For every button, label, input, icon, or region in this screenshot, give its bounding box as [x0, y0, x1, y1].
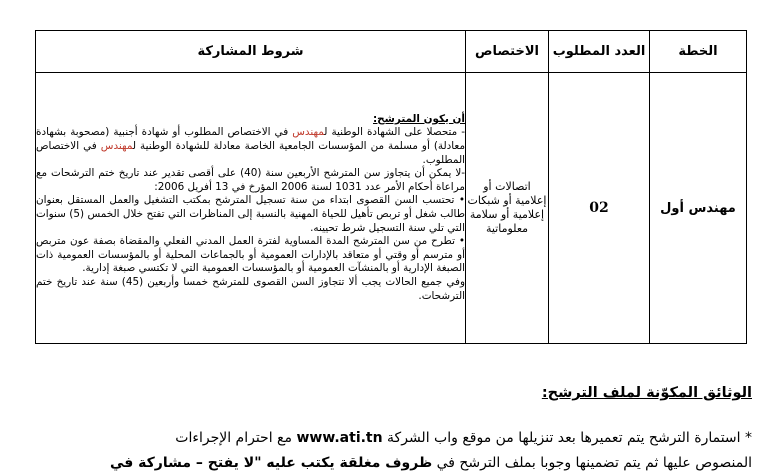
documents-title: الوثائق المكوّنة لملف الترشح: [541, 385, 752, 401]
condition-degree-accent: مهندس [292, 126, 325, 139]
conditions-title: أن يكون المترشح: [373, 112, 465, 125]
condition-degree-text-c: في الاختصاص المطلوب. [36, 140, 465, 166]
condition-degree [36, 126, 465, 167]
header-plan: الخطة [650, 31, 747, 73]
header-count: العدد المطلوب [549, 31, 650, 73]
cell-plan: مهندس أول [650, 73, 747, 344]
condition-degree-text-b: في الاختصاص المطلوب أو شهادة أجنبية (مصحوبة بشهادة معادلة) أو مسلمة من المؤسسات الجامعية الخاصة معادلة للشهادة الوطنية ل [36, 126, 466, 153]
cell-count: 02 [549, 73, 650, 344]
documents-line-1-end: مع احترام الإجراءات [175, 430, 292, 446]
header-specialty: الاختصاص [466, 31, 549, 73]
cell-conditions [36, 73, 466, 344]
condition-degree-accent-2: مهندس [100, 140, 133, 153]
condition-max-age: وفي جميع الحالات يجب ألا تتجاوز السن القصوى للمترشح خمسا وأربعين (45) سنة عند تاريخ ختم الترشحات. [36, 275, 465, 302]
condition-age-deduction: • تطرح من سن المترشح المدة المساوية لفترة العمل المدني الفعلي والمقضاة بصفة عون متربص أو مترسم أو وقتي أو متعاقد بالإدارات العمومية أو بالجماعات المحلية أو بالمؤسسات العمومية ذات الصبغة الإدارية أو بالمنشآت العمومية أو بالمؤسسات العمومية التي لا تكتسي صبغة إدارية. [36, 235, 465, 275]
condition-degree-text-a: - متحصلا على الشهادة الوطنية ل [324, 126, 465, 139]
documents-line-2 [110, 455, 752, 471]
documents-line-1 [175, 430, 752, 446]
table-header-row [36, 31, 747, 73]
condition-age-registration: • تحتسب السن القصوى ابتداء من سنة تسجيل المترشح بمكتب التشغيل والعمل المستقل بعنوان طالب شغل أو تربص تأهيل للحياة المهنية بالنسبة إلى المناظرات التي تفتح خلال الخمس (5) سنوات التي تلي سنة التسجيل شرط تحيينه. [36, 194, 465, 234]
documents-line-1-start: * استمارة الترشح يتم تعميرها بعد تنزيلها من موقع واب الشركة [387, 430, 752, 446]
table-row [36, 73, 747, 344]
documents-line-2-start: المنصوص عليها ثم يتم تضمينها وجوبا بملف الترشح في [436, 455, 752, 471]
documents-line-2-bold: ظروف مغلقة يكتب عليه "لا يفتح – مشاركة في [109, 455, 433, 471]
recruitment-table [35, 30, 747, 344]
condition-age: -لا يمكن أن يتجاوز سن المترشح الأربعين سنة (40) على أقصى تقدير عند تاريخ ختم الترشحات مع مراعاة أحكام الأمر عدد 1031 لسنة 2006 المؤرخ في 13 أفريل 2006: [36, 167, 465, 193]
cell-specialty: اتصالات أو إعلامية أو شبكات إعلامية أو سلامة معلوماتية [466, 73, 549, 344]
header-conditions: شروط المشاركة [36, 31, 466, 73]
website-link[interactable]: www.ati.tn [296, 430, 383, 446]
